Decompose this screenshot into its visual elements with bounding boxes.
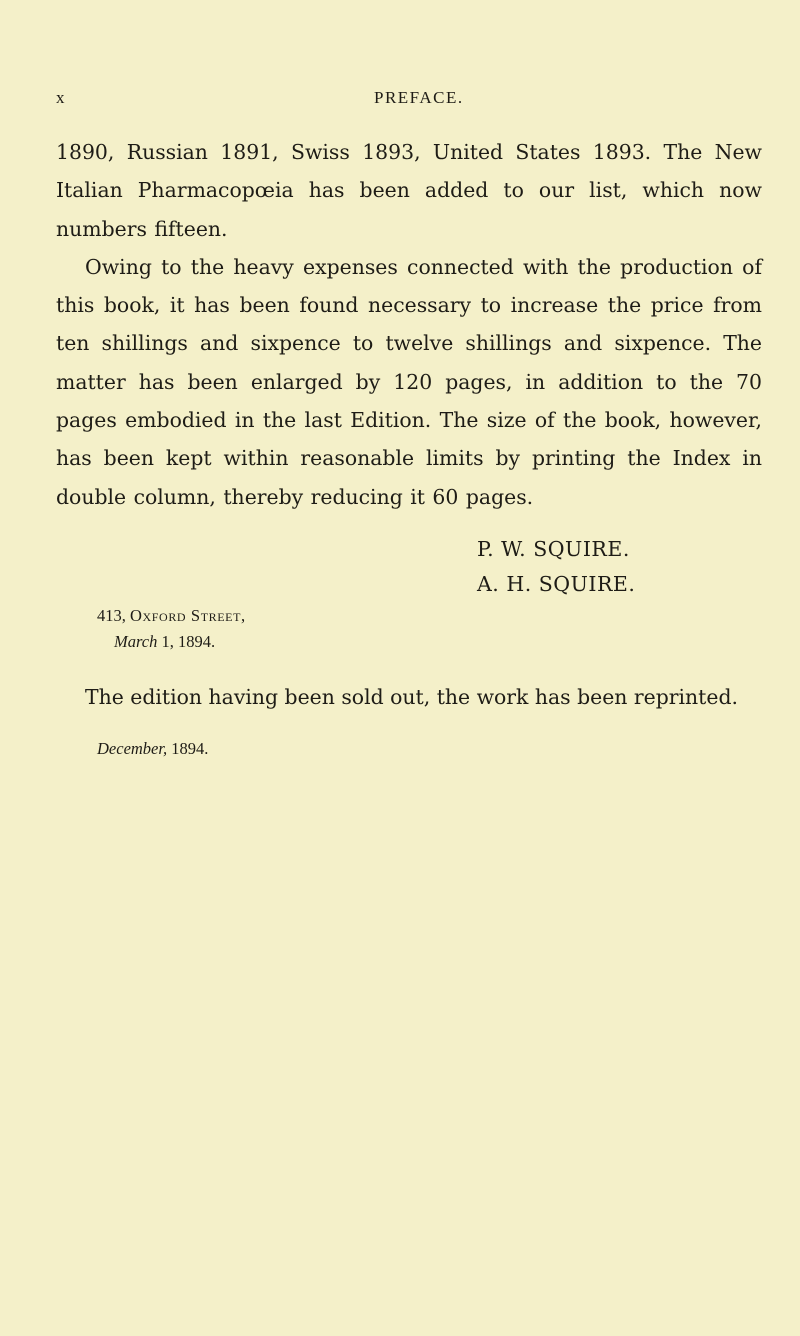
street-address — [97, 603, 246, 629]
signing-date — [97, 629, 246, 655]
street-number: 413, — [97, 606, 126, 625]
signature-a-h-squire: A. H. SQUIRE. — [477, 572, 636, 596]
running-head — [56, 88, 746, 112]
reprint-date — [97, 736, 208, 762]
running-head-title: PREFACE. — [374, 88, 464, 107]
address-block — [97, 603, 246, 655]
paragraph-continued: 1890, Russian 1891, Swiss 1893, United States 1893. The New Italian Pharmacopœia has been added to our list, which now numbers fifteen. — [56, 140, 762, 241]
signing-day-year: 1, 1894. — [161, 632, 216, 651]
page-number: x — [56, 88, 66, 107]
street-name: Oxford Street, — [130, 606, 246, 625]
reprint-note: The edition having been sold out, the work has been reprinted. — [85, 685, 738, 709]
reprint-year: 1894. — [171, 739, 209, 758]
signature-p-w-squire: P. W. SQUIRE. — [477, 537, 630, 561]
signature-block — [477, 532, 635, 602]
reprint-month: December, — [97, 739, 168, 758]
signing-month: March — [114, 632, 158, 651]
preface-body — [56, 133, 762, 516]
paragraph-price-increase: Owing to the heavy expenses connected with the production of this book, it has been found necessary to increase the price from ten shillings and sixpence to twelve shillings and sixpence. The matter has been enlarged by 120 pages, in addition to the 70 pages embodied in the last Edition. The size of the book, however, has been kept within reasonable limits by printing the Index in double column, thereby reducing it 60 pages. — [56, 254, 762, 509]
